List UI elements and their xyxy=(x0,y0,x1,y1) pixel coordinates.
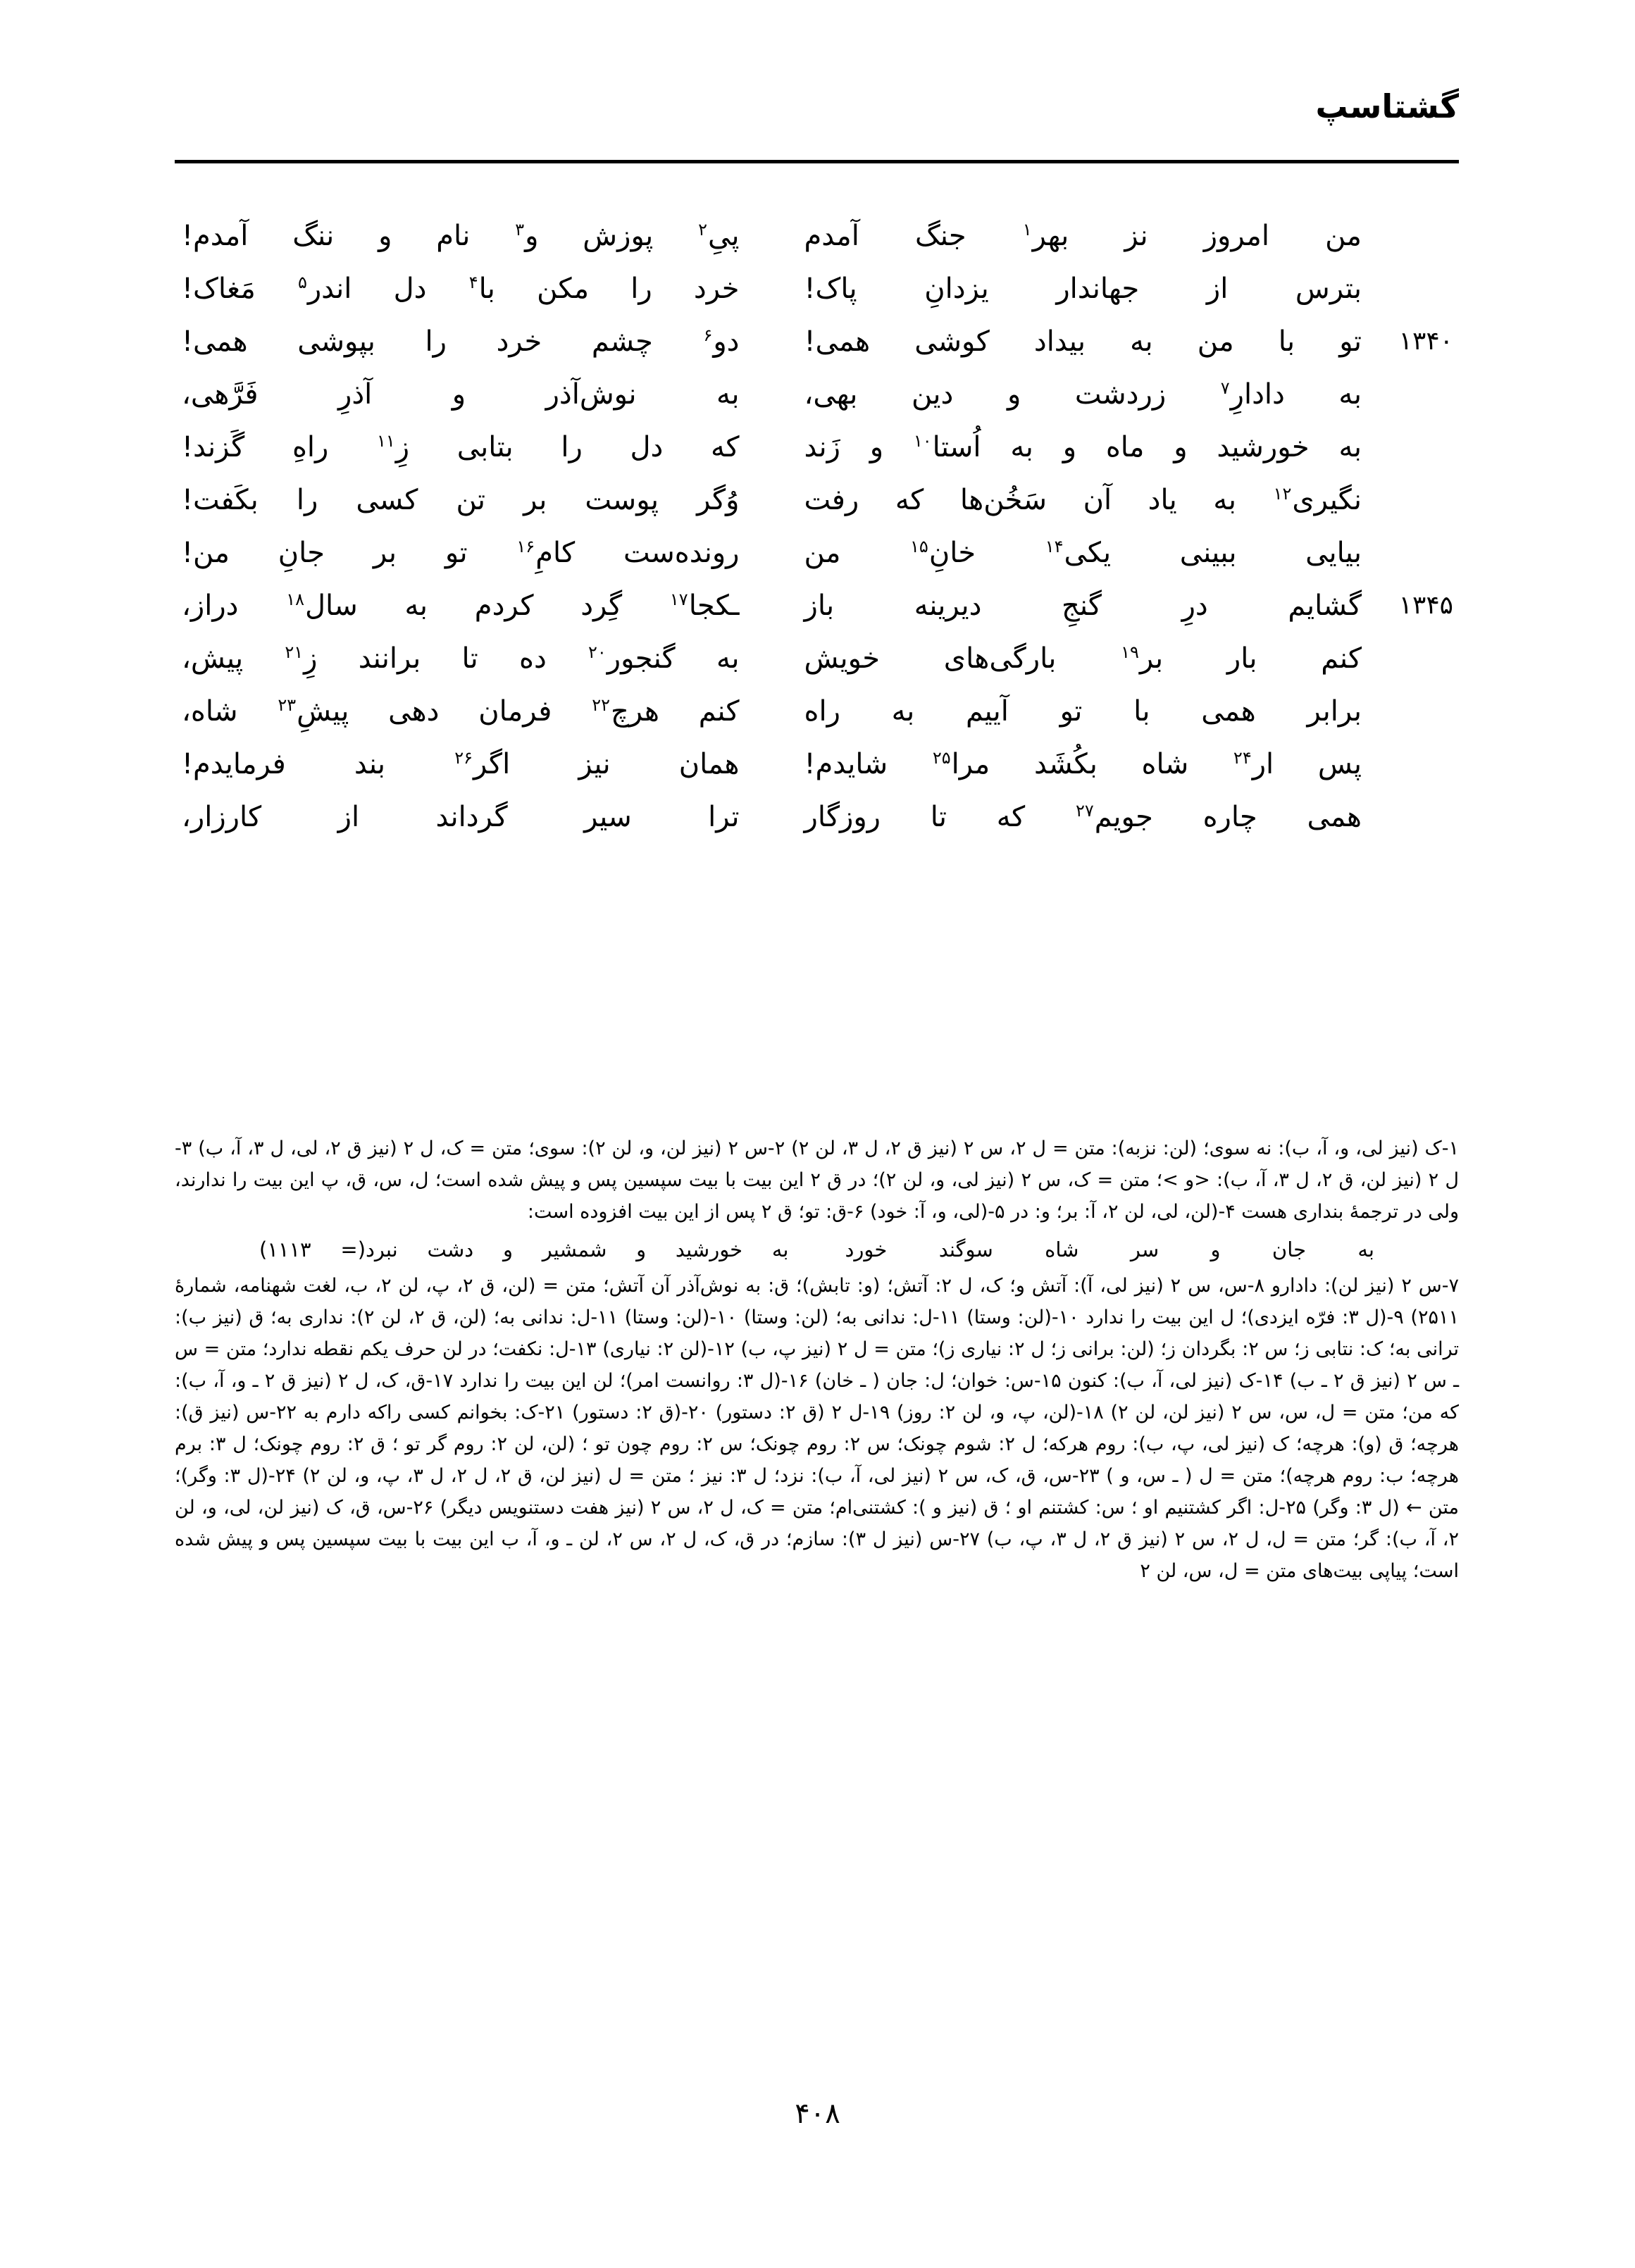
verse-word: از xyxy=(1206,273,1229,305)
hemistich-b xyxy=(175,740,772,789)
hemistich-a xyxy=(772,475,1369,525)
verse-word: ـکجا xyxy=(688,590,740,622)
verse-word: کارزار، xyxy=(182,801,262,833)
verse-word: راهِ xyxy=(292,431,329,463)
verse-word: گِرد xyxy=(580,590,623,622)
verse-word: فرمایدم! xyxy=(182,748,286,780)
folio-number: ۴۰۸ xyxy=(795,2098,840,2130)
hemistich-b xyxy=(175,634,772,683)
hemistich-a xyxy=(772,634,1369,683)
hemistich-b xyxy=(175,475,772,525)
footnote-marker[interactable]: ۶ xyxy=(703,325,713,345)
footnote-marker[interactable]: ۲۷ xyxy=(1075,800,1094,821)
verse-line xyxy=(175,740,1459,792)
verse-line xyxy=(175,528,1459,581)
footnote-marker[interactable]: ۱۱ xyxy=(377,430,395,451)
verse-line xyxy=(175,264,1459,317)
verse-word: پوست xyxy=(585,484,659,516)
hemistich-b xyxy=(175,423,772,472)
verse-line xyxy=(175,317,1459,370)
verse-word: جنگ xyxy=(914,220,966,252)
verse-word: آییم xyxy=(965,695,1009,728)
verse-word: من xyxy=(804,537,841,569)
verse-word: پوزش xyxy=(583,220,654,252)
verse-word: نیز xyxy=(578,748,611,780)
hemistich-b xyxy=(175,528,772,578)
verse-word: به xyxy=(1338,431,1362,463)
verse-word: به xyxy=(891,695,915,728)
verse-word: پاک! xyxy=(804,273,857,305)
verse-word: بهر xyxy=(1032,220,1069,252)
verse-word: چشم xyxy=(591,325,653,358)
verse-word: بر xyxy=(373,537,397,569)
verse-block xyxy=(175,211,1459,845)
verse-line xyxy=(175,634,1459,687)
verse-word: به xyxy=(1338,378,1362,411)
verse-word: گرداند xyxy=(435,801,508,833)
critical-apparatus xyxy=(175,1133,1459,1587)
footnote-marker[interactable]: ۱۲ xyxy=(1273,483,1292,504)
footnote-marker[interactable]: ۱ xyxy=(1022,219,1032,239)
verse-word: آن xyxy=(1083,484,1112,516)
verse-word: ننگ xyxy=(292,220,335,252)
hemistich-a xyxy=(772,211,1369,261)
verse-word: و xyxy=(1007,378,1021,411)
verse-word: تو xyxy=(1059,695,1083,728)
hemistich-b xyxy=(175,211,772,261)
verse-word: و xyxy=(1062,431,1077,463)
footnote-marker[interactable]: ۱۹ xyxy=(1121,642,1139,662)
verse-word: مَغاک! xyxy=(182,273,256,305)
hemistich-b xyxy=(175,370,772,419)
footnote-marker[interactable]: ۱۵ xyxy=(910,536,928,556)
footnote-marker[interactable]: ۵ xyxy=(297,272,307,292)
verse-word: ببینی xyxy=(1179,537,1237,569)
verse-number: ۱۳۴۰ xyxy=(1398,327,1453,356)
verse-word: وُگر xyxy=(697,484,740,516)
footnote-marker[interactable]: ۲۶ xyxy=(454,747,473,768)
verse-word: جهاندار xyxy=(1056,273,1140,305)
footnote-marker[interactable]: ۳ xyxy=(515,219,525,239)
footnote-marker[interactable]: ۱۴ xyxy=(1045,536,1064,556)
verse-word: همی xyxy=(1201,695,1256,728)
verse-word: بند xyxy=(354,748,386,780)
verse-word: شایدم! xyxy=(804,748,888,780)
verse-word: بتابی xyxy=(456,431,514,463)
verse-word: دل xyxy=(630,431,664,463)
hemistich-a xyxy=(772,581,1369,630)
verse-word: بهی، xyxy=(804,378,858,411)
verse-word: دین xyxy=(911,378,954,411)
hemistich-a xyxy=(772,687,1369,736)
verse-line xyxy=(175,792,1459,845)
verse-word: کوشی xyxy=(914,325,990,358)
hemistich-a xyxy=(772,423,1369,472)
hemistich-b xyxy=(175,687,772,736)
verse-word: بار xyxy=(1226,642,1257,675)
hemistich-a xyxy=(772,792,1369,842)
verse-word: پیش، xyxy=(182,642,244,675)
verse-word: آذرِ xyxy=(338,378,373,411)
verse-word: بر xyxy=(523,484,547,516)
verse-word: گشایم xyxy=(1288,590,1362,622)
verse-word: تا xyxy=(930,801,947,833)
footnote-marker[interactable]: ۲۲ xyxy=(592,694,610,715)
verse-word: ار xyxy=(1252,748,1274,780)
hemistich-b xyxy=(175,792,772,842)
footnote-marker[interactable]: ۱۰ xyxy=(913,430,932,451)
inset-verse-reference: (= ۱۱۱۳) xyxy=(259,1238,366,1261)
verse-word: گنجِ xyxy=(1062,590,1102,622)
footnote-marker[interactable]: ۷ xyxy=(1220,378,1230,398)
verse-word: کردم xyxy=(474,590,534,622)
verse-word: فرمان xyxy=(478,695,552,728)
verse-word: من! xyxy=(182,537,230,569)
verse-word: سال xyxy=(304,590,358,622)
footnote-marker[interactable]: ۱۶ xyxy=(516,536,535,556)
verse-word: دادارِ xyxy=(1230,378,1285,411)
verse-line xyxy=(175,581,1459,634)
verse-word: از xyxy=(337,801,360,833)
verse-word: من xyxy=(1197,325,1234,358)
verse-word: من xyxy=(1325,220,1362,252)
verse-word: پس xyxy=(1317,748,1362,780)
verse-word: را xyxy=(630,273,652,305)
verse-word: دراز، xyxy=(182,590,239,622)
verse-word: دل xyxy=(393,273,427,305)
verse-word: بیایی xyxy=(1305,537,1362,569)
verse-word: نز xyxy=(1124,220,1148,252)
verse-word: به xyxy=(1130,325,1153,358)
verse-word: خانِ xyxy=(928,537,976,569)
verse-word: نگیری xyxy=(1292,484,1362,516)
verse-word: را xyxy=(561,431,583,463)
verse-word: تو xyxy=(445,537,468,569)
verse-word: کامِ xyxy=(535,537,576,569)
verse-word: و xyxy=(378,220,392,252)
verse-word: خرد xyxy=(496,325,542,358)
verse-word: به xyxy=(716,378,740,411)
verse-word: باز xyxy=(804,590,835,622)
verse-word: بکُشَد xyxy=(1033,748,1098,780)
verse-word: کسی xyxy=(356,484,418,516)
inset-verse-hemistich-a: به جان و سر شاه سوگند خورد xyxy=(845,1238,1374,1261)
hemistich-b xyxy=(175,317,772,366)
verse-word: اُستا xyxy=(932,431,981,463)
verse-word: نوش‌آذر xyxy=(545,378,637,411)
verse-word: یکی xyxy=(1064,537,1112,569)
verse-word: آمدم! xyxy=(182,220,249,252)
verse-word: بپوشی xyxy=(297,325,375,358)
verse-word: پیِ xyxy=(708,220,740,252)
verse-word: نام xyxy=(436,220,471,252)
verse-word: و xyxy=(452,378,466,411)
verse-word: مرا xyxy=(951,748,990,780)
footnote-marker[interactable]: ۴ xyxy=(468,272,478,292)
verse-line xyxy=(175,475,1459,528)
verse-word: زَند xyxy=(804,431,840,463)
verse-word: یزدانِ xyxy=(924,273,989,305)
verse-word: به xyxy=(716,642,740,675)
verse-word: برانند xyxy=(358,642,421,675)
verse-word: خویش xyxy=(804,642,881,675)
verse-word: با xyxy=(478,273,495,305)
apparatus-inset-verse xyxy=(175,1233,1459,1266)
verse-line xyxy=(175,687,1459,740)
verse-word: کنم xyxy=(1321,642,1362,675)
verse-word: چاره xyxy=(1202,801,1257,833)
verse-word: شاه xyxy=(1141,748,1189,780)
footnote-marker[interactable]: ۲۴ xyxy=(1233,747,1252,768)
verse-word: دیرینه xyxy=(914,590,982,622)
inset-verse-hemistich-b-text: به خورشید و شمشیر و دشت نبرد xyxy=(366,1238,789,1261)
footnote-marker[interactable]: ۲۵ xyxy=(932,747,951,768)
verse-word: بارگی‌های xyxy=(943,642,1057,675)
verse-word: زِ xyxy=(304,642,318,675)
footnote-marker[interactable]: ۲۰ xyxy=(588,642,607,662)
verse-word: با xyxy=(1133,695,1150,728)
verse-line xyxy=(175,423,1459,475)
verse-word: همان xyxy=(678,748,740,780)
verse-word: بیداد xyxy=(1033,325,1086,358)
verse-word: و xyxy=(525,220,539,252)
verse-word: شاه، xyxy=(182,695,238,728)
verse-word: راه xyxy=(804,695,840,728)
footnote-marker[interactable]: ۱۸ xyxy=(286,589,304,609)
verse-word: همی xyxy=(1307,801,1362,833)
verse-word: رفت xyxy=(804,484,859,516)
verse-line xyxy=(175,370,1459,423)
verse-word: را xyxy=(425,325,447,358)
verse-word: هرچ xyxy=(610,695,659,728)
verse-word: فَرَّهی، xyxy=(182,378,259,411)
verse-word: بترس xyxy=(1295,273,1362,305)
verse-word: پیشِ xyxy=(297,695,349,728)
verse-word: به xyxy=(1213,484,1236,516)
verse-word: مکن xyxy=(537,273,590,305)
footnote-marker[interactable]: ۱۷ xyxy=(669,589,688,609)
verse-word: به xyxy=(404,590,428,622)
verse-word: تن xyxy=(456,484,486,516)
verse-word: خرد xyxy=(693,273,740,305)
verse-word: و xyxy=(1174,431,1188,463)
verse-word: تو xyxy=(1339,325,1362,358)
verse-word: اندر xyxy=(307,273,352,305)
verse-word: خورشید xyxy=(1217,431,1310,463)
verse-word: برابر xyxy=(1307,695,1362,728)
verse-word: یاد xyxy=(1148,484,1177,516)
verse-word: را xyxy=(296,484,318,516)
verse-word: ترا xyxy=(708,801,740,833)
hemistich-a xyxy=(772,264,1369,313)
verse-word: سَخُن‌ها xyxy=(959,484,1047,516)
verse-word: که xyxy=(711,431,740,463)
verse-word: تا xyxy=(461,642,478,675)
footnote-marker[interactable]: ۲۱ xyxy=(285,642,304,662)
verse-number: ۱۳۴۵ xyxy=(1398,591,1453,620)
verse-word: ماه xyxy=(1105,431,1145,463)
running-head-title: گشتاسپ xyxy=(1315,87,1459,125)
verse-word: گنجور xyxy=(607,642,676,675)
hemistich-a xyxy=(772,740,1369,789)
verse-word: روزگار xyxy=(804,801,881,833)
verse-word: گَزند! xyxy=(182,431,245,463)
verse-word: رونده‌ست xyxy=(623,537,740,569)
hemistich-b xyxy=(175,581,772,630)
verse-word: آمدم xyxy=(804,220,859,252)
verse-word: اگر xyxy=(473,748,511,780)
hemistich-a xyxy=(772,317,1369,366)
verse-word: دهی xyxy=(388,695,440,728)
verse-word: و xyxy=(869,431,884,463)
verse-word: زردشت xyxy=(1074,378,1167,411)
hemistich-b xyxy=(175,264,772,313)
verse-word: جانِ xyxy=(278,537,325,569)
verse-word: سیر xyxy=(584,801,632,833)
verse-word: کنم xyxy=(698,695,740,728)
verse-word: با xyxy=(1278,325,1295,358)
apparatus-paragraph-2: ۷-س ۲ (نیز لن): دادارو ۸-س، س ۲ (نیز لی، آ): آتش و؛ ک، ل ۲: آتش؛ (و: تابش)؛ ق: به نوش‌آذر آن آتش؛ متن = (لن، ق ۲، پ، لن ۲، ب، لغت شهنامه، شمارهٔ ۲۵۱۱) ۹-(ل ۳: فرّه ایزدی)؛ ل این بیت را ندارد ۱۰-(لن: وستا) ۱۱-ل: ندانی به؛ (لن: وستا) ۱۰-(لن: وستا) ۱۱-ل: ندانی به؛ (لن، ق ۲، لن ۲): نداری به؛ ق (نیز ب): ترانی به؛ ک: نتابی ز؛ س ۲: بگردان ز؛ (لن: برانی ز؛ ل ۲: نیاری ز)؛ متن = ل ۲ (نیز پ، ب) ۱۲-(لن ۲: نیاری) ۱۳-ل: نکفت؛ در لن حرف یکم نقطه ندارد؛ متن = س ـ س ۲ (نیز ق ۲ ـ ب) ۱۴-ک (نیز لی، آ، ب): کنون ۱۵-س: خوان؛ ل: جان ( ـ خان) ۱۶-(ل ۳: روانست امر)؛ لن این بیت را ندارد ۱۷-ق، ک، ل ۲ (نیز ق ۲ ـ و، آ، ب): که من؛ متن = ل، س، س ۲ (نیز لن، لن ۲) ۱۸-(لن، پ، و، لن ۲: روز) ۱۹-ل ۲ (ق ۲: دستور) ۲۰-(ق ۲: دستور) ۲۱-ک: بخوانم کسی راکه دارم به ۲۲-س (نیز ق): هرچه؛ ق (و): هرچه؛ ک (نیز لی، پ، ب): روم هرکه؛ ل ۲: شوم چونک؛ س ۲: روم چونک؛ س ۲: روم چون تو ؛ (لن، لن ۲: روم گر تو ؛ ق ۲: روم چونک؛ ل ۳: برم هرچه؛ ب: روم هرچه)؛ متن = ل ( ـ س، و ) ۲۳-س، ق، ک، س ۲ (نیز لی، آ، ب): نزد؛ ل ۳: نیز ؛ متن = ل (نیز لن، ق ۲، ل ۲، ل ۳، پ، و، لن ۲) ۲۴-(ل ۳: وگر)؛ متن ← (ل ۳: وگر) ۲۵-ل: اگر کشتنیم او ؛ س: کشتنم او ؛ ق (نیز و ): کشتنی‌ام؛ متن = ک، ل ۲، س ۲ (نیز هفت دستنویس دیگر) ۲۶-س، ق، ک (نیز لن، لی، و، لن ۲، آ، ب): گر؛ متن = ل، ل ۲، س ۲ (نیز ق ۲، ل ۳، پ، ب) ۲۷-س (نیز ل ۳): سازم؛ در ق، ک، ل ۲، س ۲، لن ـ و، آ، ب این بیت با بیت سپسین پس و پیش شده است؛ پیاپی بیت‌های متن = ل، س، لن ۲ xyxy=(175,1275,1460,1582)
verse-word: به xyxy=(1010,431,1033,463)
apparatus-paragraph-1: ۱-ک (نیز لی، و، آ، ب): نه سوی؛ (لن: نزبه): متن = ل ۲، س ۲ (نیز ق ۲، ل ۳، لن ۲) ۲-س ۲ (نیز لن، و، لن ۲): سوی؛ متن = ک، ل ۲ (نیز ق ۲، لی، ل ۳، آ، ب) ۳-ل ۲ (نیز لن، ق ۲، ل ۳، آ، ب): <و >؛ متن = ک، س ۲ (نیز لی، و، لن ۲)؛ در ق ۲ این بیت با بیت سپسین پس و پیش شده است؛ ل، س، ق، پ این بیت را ندارند، ولی در ترجمهٔ بنداری هست ۴-(لن، لی، لن ۲، آ: بر؛ و: در ۵-(لی، و، آ: خود) ۶-ق: تو؛ ق ۲ پس از این بیت افزوده است: xyxy=(175,1138,1460,1223)
hemistich-a xyxy=(772,528,1369,578)
hemistich-a xyxy=(772,370,1369,419)
verse-word: ده xyxy=(519,642,547,675)
inset-verse-hemistich-b xyxy=(259,1233,817,1266)
verse-word: همی! xyxy=(182,325,248,358)
verse-line xyxy=(175,211,1459,264)
verse-word: بکَفت! xyxy=(182,484,259,516)
verse-word: بر xyxy=(1139,642,1164,675)
running-head xyxy=(176,87,1459,125)
verse-word: جویم xyxy=(1094,801,1153,833)
verse-word: امروز xyxy=(1203,220,1269,252)
header-rule xyxy=(175,160,1459,163)
footnote-marker[interactable]: ۲ xyxy=(698,219,707,239)
verse-word: که xyxy=(996,801,1026,833)
verse-word: درِ xyxy=(1181,590,1208,622)
verse-word: دو xyxy=(713,325,740,358)
footnote-marker[interactable]: ۲۳ xyxy=(278,694,297,715)
verse-word: که xyxy=(895,484,924,516)
verse-word: زِ xyxy=(395,431,410,463)
verse-word: همی! xyxy=(804,325,871,358)
